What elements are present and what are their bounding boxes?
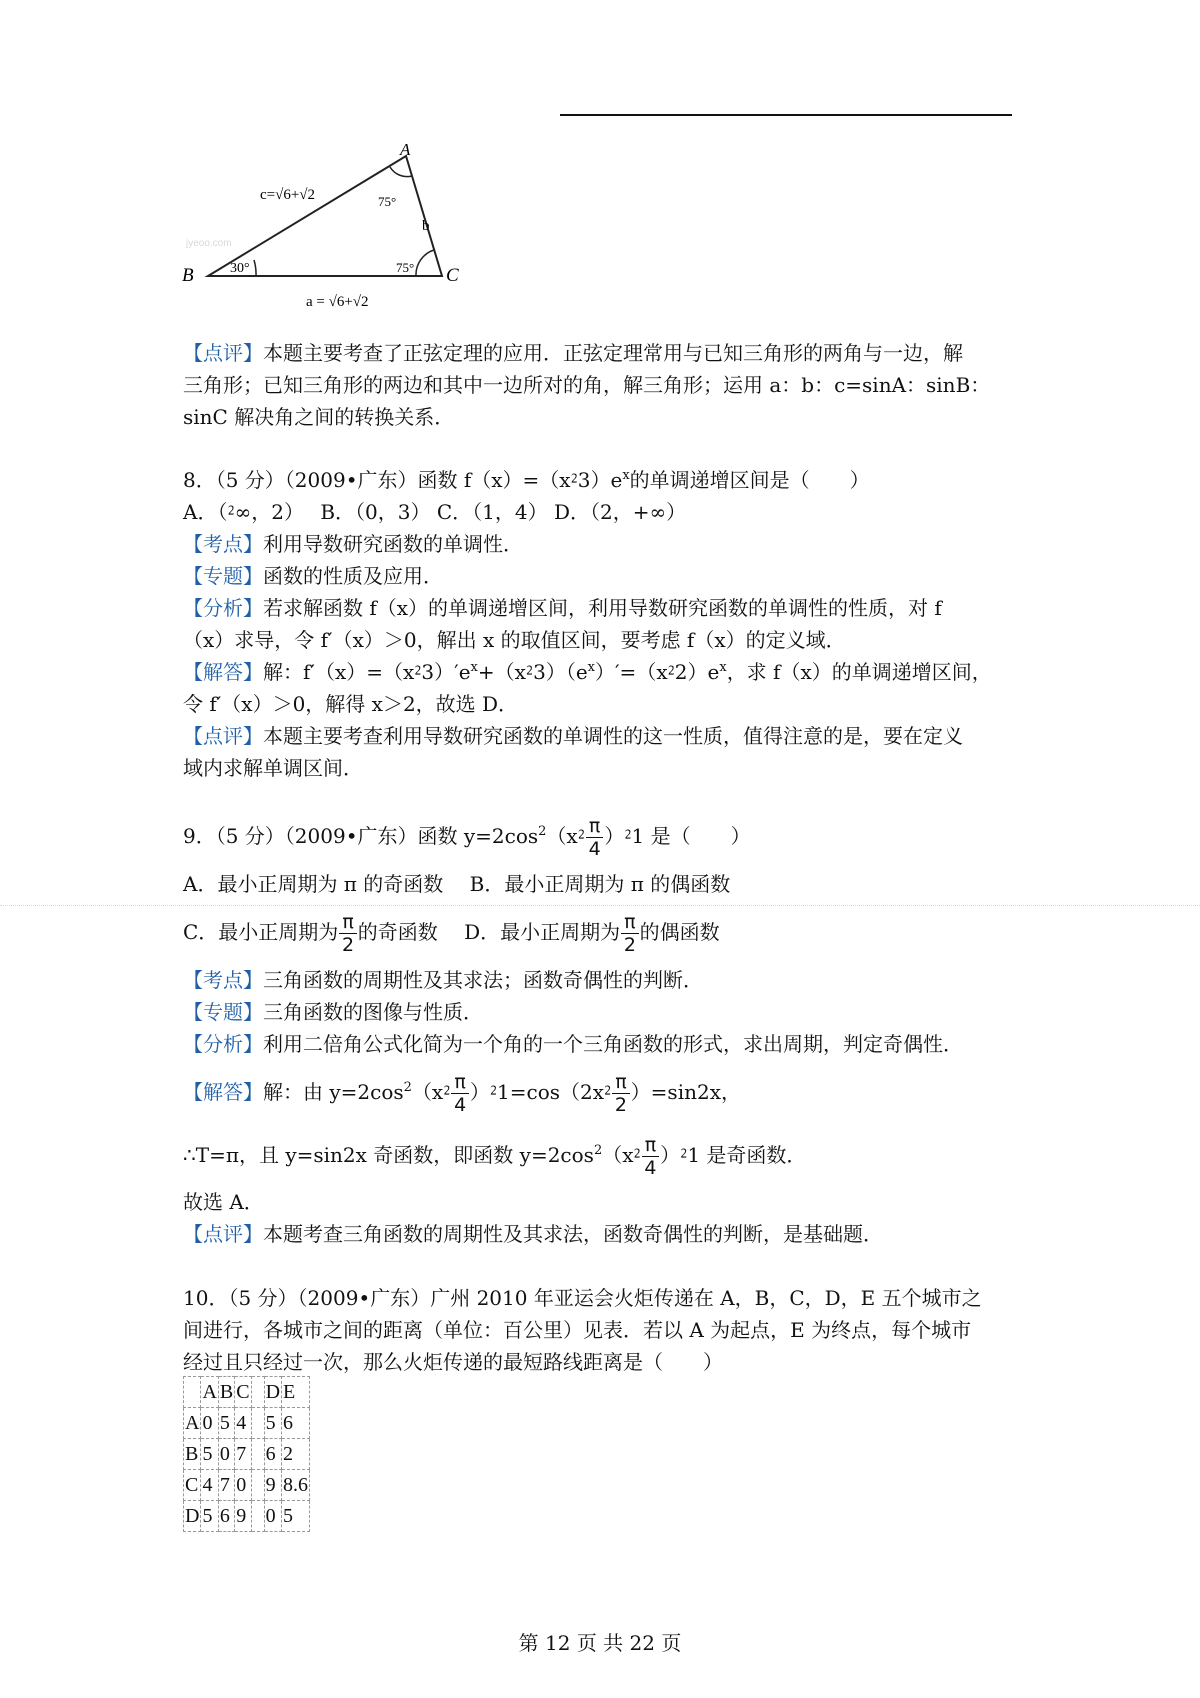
fraction-pi-over-2 — [612, 1071, 629, 1116]
text: C．最小正周期为 — [183, 920, 339, 944]
denominator: 4 — [454, 1094, 467, 1116]
table-cell: A — [201, 1377, 218, 1408]
tag-fenxi: 【分析】 — [183, 596, 263, 620]
superscript: 2 — [403, 1080, 412, 1095]
table-cell: 0 — [201, 1408, 218, 1439]
table-cell — [251, 1377, 264, 1408]
text: 故选 A． — [183, 1190, 264, 1214]
angle-c-label: 75° — [396, 260, 415, 275]
table-cell: C — [235, 1377, 251, 1408]
fraction-pi-over-4 — [451, 1071, 468, 1116]
table-cell: C — [184, 1470, 201, 1501]
question-9 — [183, 808, 1015, 1250]
angle-b-arc — [254, 260, 256, 276]
text: 令 f′（x）＞0，解得 x＞2，故选 D． — [183, 692, 519, 716]
table-cell: 7 — [235, 1439, 251, 1470]
table-cell — [251, 1408, 264, 1439]
angle-c-arc — [416, 250, 434, 276]
fraction-pi-over-4 — [586, 815, 603, 860]
table-cell: 5 — [282, 1501, 310, 1532]
figure-watermark: jyeoo.com — [186, 238, 232, 249]
table-row — [184, 1439, 310, 1470]
question-8 — [183, 464, 1015, 784]
denominator: 2 — [341, 934, 355, 956]
side-b-label: b — [422, 218, 430, 234]
text: 解：由 y=2cos — [263, 1080, 404, 1104]
page-divider — [0, 905, 1200, 906]
table-cell: 6 — [282, 1408, 310, 1439]
denominator: 2 — [623, 934, 636, 956]
text: 经过且只经过一次，那么火炬传递的最短路线距离是（ ） — [183, 1350, 723, 1374]
text: 利用二倍角公式化简为一个角的一个三角函数的形式，求出周期，判定奇偶性． — [263, 1032, 963, 1056]
text: 的偶函数 — [639, 920, 720, 944]
side-c-label: c=√6+√2 — [260, 187, 316, 203]
table-cell: 7 — [218, 1470, 234, 1501]
table-cell: 2 — [282, 1439, 310, 1470]
tag-zhuanti: 【专题】 — [183, 1000, 263, 1024]
table-cell: B — [218, 1377, 234, 1408]
table-cell — [184, 1377, 201, 1408]
table-cell: D — [264, 1377, 281, 1408]
table-cell: A — [184, 1408, 201, 1439]
q7-commentary — [183, 337, 1015, 433]
q9-option-cd — [183, 904, 1015, 960]
table-row — [184, 1408, 310, 1439]
text: ∴T=π，且 y=sin2x 奇函数，即函数 y=2cos — [183, 1143, 594, 1167]
tag-fenxi: 【分析】 — [183, 1032, 263, 1056]
text: 本题主要考查利用导数研究函数的单调性的这一性质，值得注意的是，要在定义 — [263, 724, 963, 748]
table-cell: D — [184, 1501, 201, 1532]
vertex-c-label: C — [446, 265, 459, 286]
text-line: sinC 解决角之间的转换关系． — [183, 405, 455, 429]
text: （x⁲ — [546, 824, 585, 848]
numerator: π — [642, 1134, 659, 1157]
tag-dianping: 【点评】 — [183, 1222, 263, 1246]
table-cell: 9 — [264, 1470, 281, 1501]
text: 域内求解单调区间． — [183, 756, 363, 780]
superscript: 2 — [593, 1143, 603, 1158]
text: （x⁲ — [411, 1080, 451, 1104]
page-footer: 第 12 页 共 22 页 — [518, 1631, 682, 1655]
numerator: π — [339, 911, 356, 934]
tag-kaodian: 【考点】 — [183, 532, 263, 556]
superscript: x — [719, 660, 727, 675]
table-cell: 6 — [264, 1439, 281, 1470]
table-cell: 5 — [201, 1501, 218, 1532]
table-cell — [251, 1470, 264, 1501]
angle-b-label: 30° — [230, 261, 250, 276]
table-cell: 4 — [235, 1408, 251, 1439]
table-row — [184, 1470, 310, 1501]
text: 10．（5 分）（2009•广东）广州 2010 年亚运会火炬传递在 A，B，C，D，E 五个城市之 — [183, 1286, 982, 1310]
text: 函数的性质及应用． — [263, 564, 443, 588]
tag-jieda: 【解答】 — [183, 1080, 263, 1104]
triangle-figure — [178, 144, 478, 314]
fraction-pi-over-4 — [642, 1134, 659, 1179]
table-cell: 5 — [264, 1408, 281, 1439]
text: 9．（5 分）（2009•广东）函数 y=2cos — [183, 824, 539, 848]
distance-table — [183, 1376, 310, 1532]
vertex-a-label: A — [400, 144, 411, 159]
text: 的奇函数 D．最小正周期为 — [357, 920, 621, 944]
text: （x）求导，令 f′（x）＞0，解出 x 的取值区间，要考虑 f（x）的定义域． — [183, 628, 846, 652]
table-cell: 8.6 — [282, 1470, 310, 1501]
answer-underline — [560, 114, 1012, 116]
angle-a-label: 75° — [378, 194, 397, 209]
fraction-pi-over-2 — [339, 911, 356, 956]
side-a-label: a = √6+√2 — [306, 294, 369, 310]
vertex-b-label: B — [182, 265, 194, 286]
table-row — [184, 1501, 310, 1532]
numerator: π — [586, 815, 603, 838]
denominator: 2 — [614, 1094, 627, 1116]
superscript: x — [470, 660, 478, 675]
text: ）⁲1 是（ ） — [604, 824, 751, 848]
fraction-pi-over-2 — [621, 911, 638, 956]
text: （x⁲ — [602, 1143, 641, 1167]
question-10 — [183, 1282, 1015, 1378]
text: 三角函数的周期性及其求法；函数奇偶性的判断． — [263, 968, 703, 992]
denominator: 4 — [644, 1157, 657, 1179]
table-cell: 9 — [235, 1501, 251, 1532]
superscript: x — [622, 468, 630, 483]
superscript: 2 — [538, 824, 547, 839]
q8-stem — [183, 464, 1015, 496]
tag-kaodian: 【考点】 — [183, 968, 263, 992]
text: ）⁲1 是奇函数． — [660, 1143, 807, 1167]
text: 利用导数研究函数的单调性． — [263, 532, 523, 556]
tag-dianping: 【点评】 — [183, 341, 263, 365]
table-cell: 4 — [201, 1470, 218, 1501]
table-cell: 0 — [235, 1470, 251, 1501]
numerator: π — [612, 1071, 629, 1094]
table-cell: E — [282, 1377, 310, 1408]
tag-zhuanti: 【专题】 — [183, 564, 263, 588]
text: 解：f′（x）=（x⁲3）′e — [263, 660, 471, 684]
text: ）=sin2x， — [630, 1080, 741, 1104]
text: 本题考查三角函数的周期性及其求法，函数奇偶性的判断，是基础题． — [263, 1222, 883, 1246]
q9-option-ab: A．最小正周期为 π 的奇函数 B．最小正周期为 π 的偶函数 — [183, 872, 731, 896]
text: 的单调递增区间是（ ） — [629, 468, 870, 492]
table-cell: 0 — [218, 1439, 234, 1470]
tag-dianping: 【点评】 — [183, 724, 263, 748]
table-cell: 6 — [218, 1501, 234, 1532]
denominator: 4 — [588, 838, 601, 860]
text: 8．（5 分）（2009•广东）函数 f（x）=（x⁲3）e — [183, 468, 623, 492]
text: 三角函数的图像与性质． — [263, 1000, 483, 1024]
numerator: π — [621, 911, 638, 934]
tag-jieda: 【解答】 — [183, 660, 263, 684]
superscript: x — [587, 660, 596, 675]
q9-stem — [183, 808, 1015, 864]
text: ，求 f（x）的单调递增区间， — [726, 660, 992, 684]
text: +（x⁲3）（e — [477, 660, 588, 684]
table-cell — [251, 1501, 264, 1532]
text-line: 三角形；已知三角形的两边和其中一边所对的角，解三角形；运用 a：b：c=sinA：sinB： — [183, 373, 991, 397]
table-cell: 0 — [264, 1501, 281, 1532]
q8-options: A．（⁲∞，2） B．（0，3） C．（1，4） D．（2，+∞） — [183, 500, 687, 524]
text-line: 本题主要考查了正弦定理的应用．正弦定理常用与已知三角形的两角与一边，解 — [263, 341, 963, 365]
text: 间进行，各城市之间的距离（单位：百公里）见表．若以 A 为起点，E 为终点，每个城市 — [183, 1318, 972, 1342]
table-cell: 5 — [218, 1408, 234, 1439]
table-cell — [251, 1439, 264, 1470]
text: ）⁲1=cos（2x⁲ — [469, 1080, 612, 1104]
table-cell: B — [184, 1439, 201, 1470]
numerator: π — [451, 1071, 468, 1094]
text: 若求解函数 f（x）的单调递增区间，利用导数研究函数的单调性的性质，对 f — [263, 596, 942, 620]
table-cell: 5 — [201, 1439, 218, 1470]
table-row — [184, 1377, 310, 1408]
text: ）′=（x⁲2）e — [595, 660, 720, 684]
